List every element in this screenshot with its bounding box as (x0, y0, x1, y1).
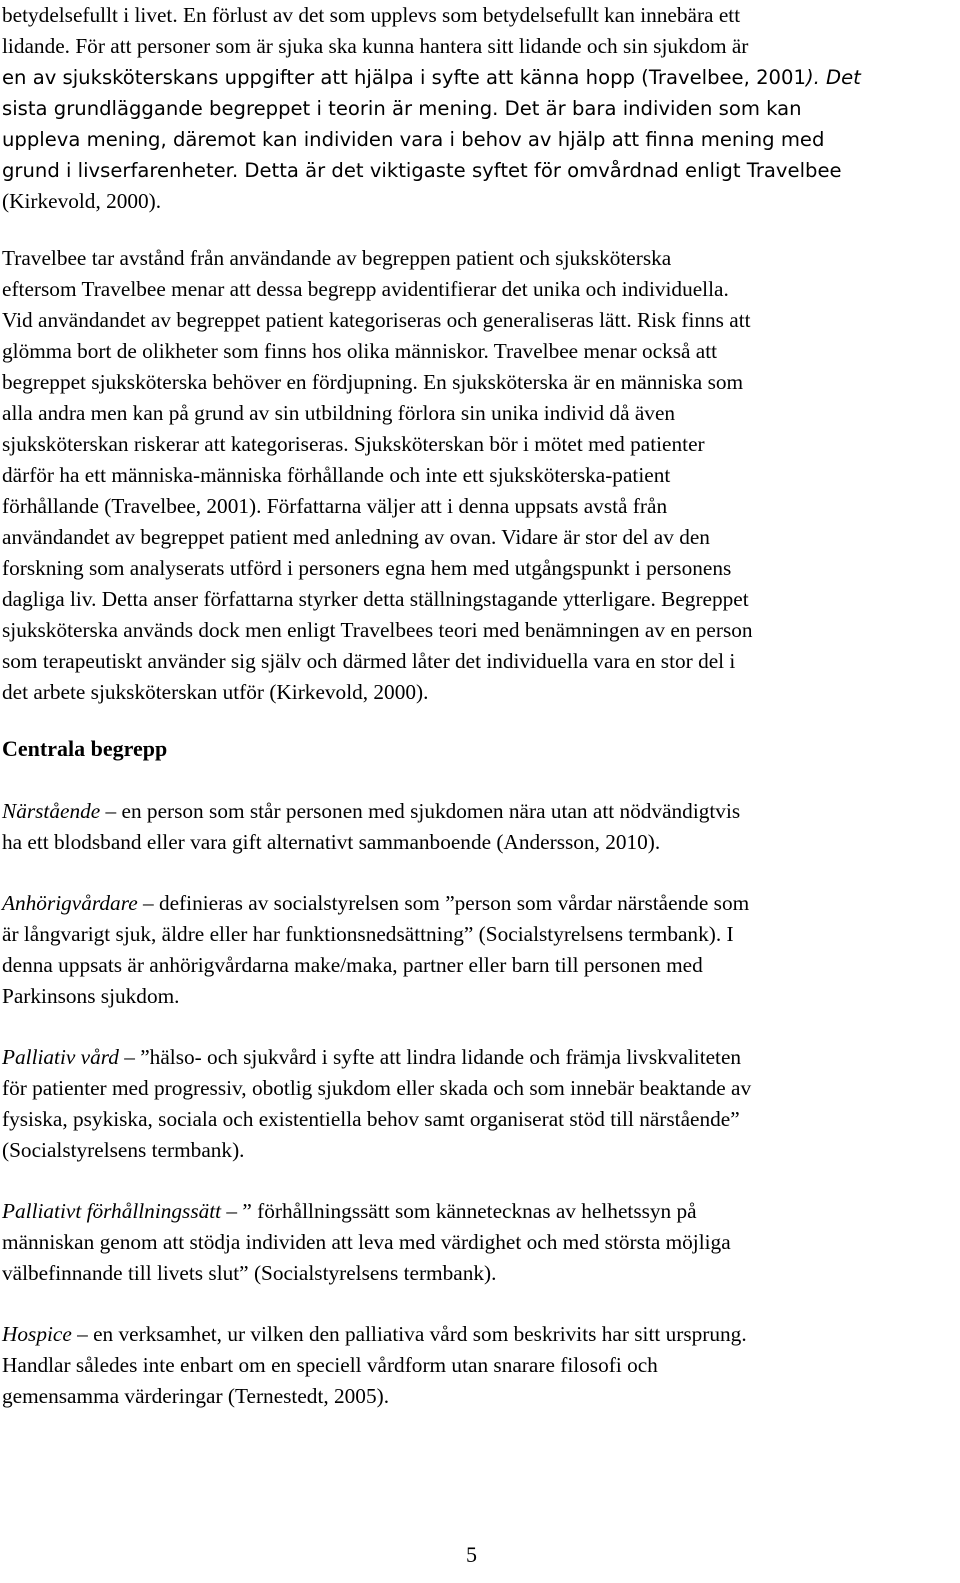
text-line (2, 155, 952, 186)
text-line: Vid användandet av begreppet patient kategoriseras och generaliseras lätt. Risk finns att (2, 308, 751, 332)
text-line: eftersom Travelbee menar att dessa begrepp avidentifierar det unika och individuella. (2, 277, 729, 301)
text-line: det arbete sjuksköterskan utför (Kirkevold, 2000). (2, 680, 429, 704)
text-line: betydelsefullt i livet. En förlust av det som upplevs som betydelsefullt kan innebära ett (2, 3, 741, 27)
text-line: Travelbee tar avstånd från användande av begreppen patient och sjuksköterska (2, 246, 672, 270)
definition-term: Hospice (2, 1322, 72, 1346)
definition-term: Palliativ vård (2, 1045, 119, 1069)
definition-text: – en verksamhet, ur vilken den palliativa vård som beskrivits har sitt ursprung. (71, 1322, 747, 1346)
text-line: Parkinsons sjukdom. (2, 984, 180, 1008)
definition-first-line (2, 888, 952, 919)
text-line: människan genom att stödja individen att leva med värdighet och med största möjliga (2, 1230, 731, 1254)
definition-first-line (2, 1196, 952, 1227)
text-segment: ). Det (805, 66, 861, 89)
paragraph-travelbee-meaning (2, 0, 952, 217)
text-segment: Det är bara individen som kan (498, 97, 802, 120)
text-line: denna uppsats är anhörigvårdarna make/maka, partner eller barn till personen med (2, 953, 703, 977)
text-line: förhållande (Travelbee, 2001). Författarna väljer att i denna uppsats avstå från (2, 494, 668, 518)
definition-text: – en person som står personen med sjukdomen nära utan att nödvändigtvis (100, 799, 741, 823)
text-line: användandet av begreppet patient med anledning av ovan. Vidare är stor del av den (2, 525, 710, 549)
definition-text: – definieras av socialstyrelsen som ”person som vårdar närstående som (137, 891, 750, 915)
definition-text: – ” förhållningssätt som kännetecknas av helhetssyn på (221, 1199, 697, 1223)
text-line: är långvarigt sjuk, äldre eller har funktionsnedsättning” (Socialstyrelsens termbank). I (2, 922, 734, 946)
text-line (2, 62, 952, 93)
definition-text: – ”hälso- och sjukvård i syfte att lindra lidande och främja livskvaliteten (118, 1045, 742, 1069)
text-segment: grund i livserfarenheter. (2, 159, 239, 182)
paragraph-patient-nurse-terms (2, 243, 952, 708)
definition-term: Palliativt förhållningssätt (2, 1199, 222, 1223)
section-heading: Centrala begrepp (2, 736, 168, 761)
definition-palliativ-vard (2, 1042, 952, 1166)
definition-narstaende (2, 796, 952, 858)
text-segment: sista grundläggande begreppet i teorin är mening. (2, 97, 499, 120)
definition-anhorigvardare (2, 888, 952, 1012)
text-segment: Detta är det viktigaste syftet för omvårdnad enligt Travelbee (238, 159, 842, 182)
text-line: därför ha ett människa-människa förhållande och inte ett sjuksköterska-patient (2, 463, 671, 487)
text-line: ha ett blodsband eller vara gift alternativt sammanboende (Andersson, 2010). (2, 830, 661, 854)
text-line: dagliga liv. Detta anser författarna styrker detta ställningstagande ytterligare. Begreppet (2, 587, 749, 611)
definition-term: Närstående (2, 799, 101, 823)
text-line (2, 93, 952, 124)
definition-first-line (2, 1319, 952, 1350)
text-line: glömma bort de olikheter som finns hos olika människor. Travelbee menar också att (2, 339, 718, 363)
definition-first-line (2, 1042, 952, 1073)
text-line: sjuksköterska används dock men enligt Travelbees teori med benämningen av en person (2, 618, 753, 642)
page-number: 5 (466, 1542, 477, 1567)
text-line: alla andra men kan på grund av sin utbildning förlora sin unika individ då även (2, 401, 676, 425)
text-segment: en av sjuksköterskans uppgifter att hjälpa i syfte att känna hopp (Travelbee, 2001 (2, 66, 806, 89)
text-line: begreppet sjuksköterska behöver en fördjupning. En sjuksköterska är en människa som (2, 370, 744, 394)
definition-palliativt-forhallningssatt (2, 1196, 952, 1289)
text-line: för patienter med progressiv, obotlig sjukdom eller skada och som innebär beaktande av (2, 1076, 752, 1100)
text-line: lidande. För att personer som är sjuka ska kunna hantera sitt lidande och sin sjukdom är (2, 34, 749, 58)
text-line: välbefinnande till livets slut” (Socialstyrelsens termbank). (2, 1261, 497, 1285)
text-line: (Socialstyrelsens termbank). (2, 1138, 245, 1162)
definition-term: Anhörigvårdare (2, 891, 138, 915)
text-line: sjuksköterskan riskerar att kategoriseras. Sjuksköterskan bör i mötet med patienter (2, 432, 705, 456)
definition-hospice (2, 1319, 952, 1412)
text-line: gemensamma värderingar (Ternestedt, 2005). (2, 1384, 390, 1408)
text-line: Handlar således inte enbart om en speciell vårdform utan snarare filosofi och (2, 1353, 658, 1377)
text-line: uppleva mening, däremot kan individen vara i behov av hjälp att finna mening med (2, 128, 825, 151)
text-line: forskning som analyserats utförd i personers egna hem med utgångspunkt i personens (2, 556, 732, 580)
definition-first-line (2, 796, 952, 827)
text-line: (Kirkevold, 2000). (2, 189, 162, 213)
text-line: som terapeutiskt använder sig själv och därmed låter det individuella vara en stor del i (2, 649, 736, 673)
text-line: fysiska, psykiska, sociala och existentiella behov samt organiserat stöd till närstående” (2, 1107, 740, 1131)
